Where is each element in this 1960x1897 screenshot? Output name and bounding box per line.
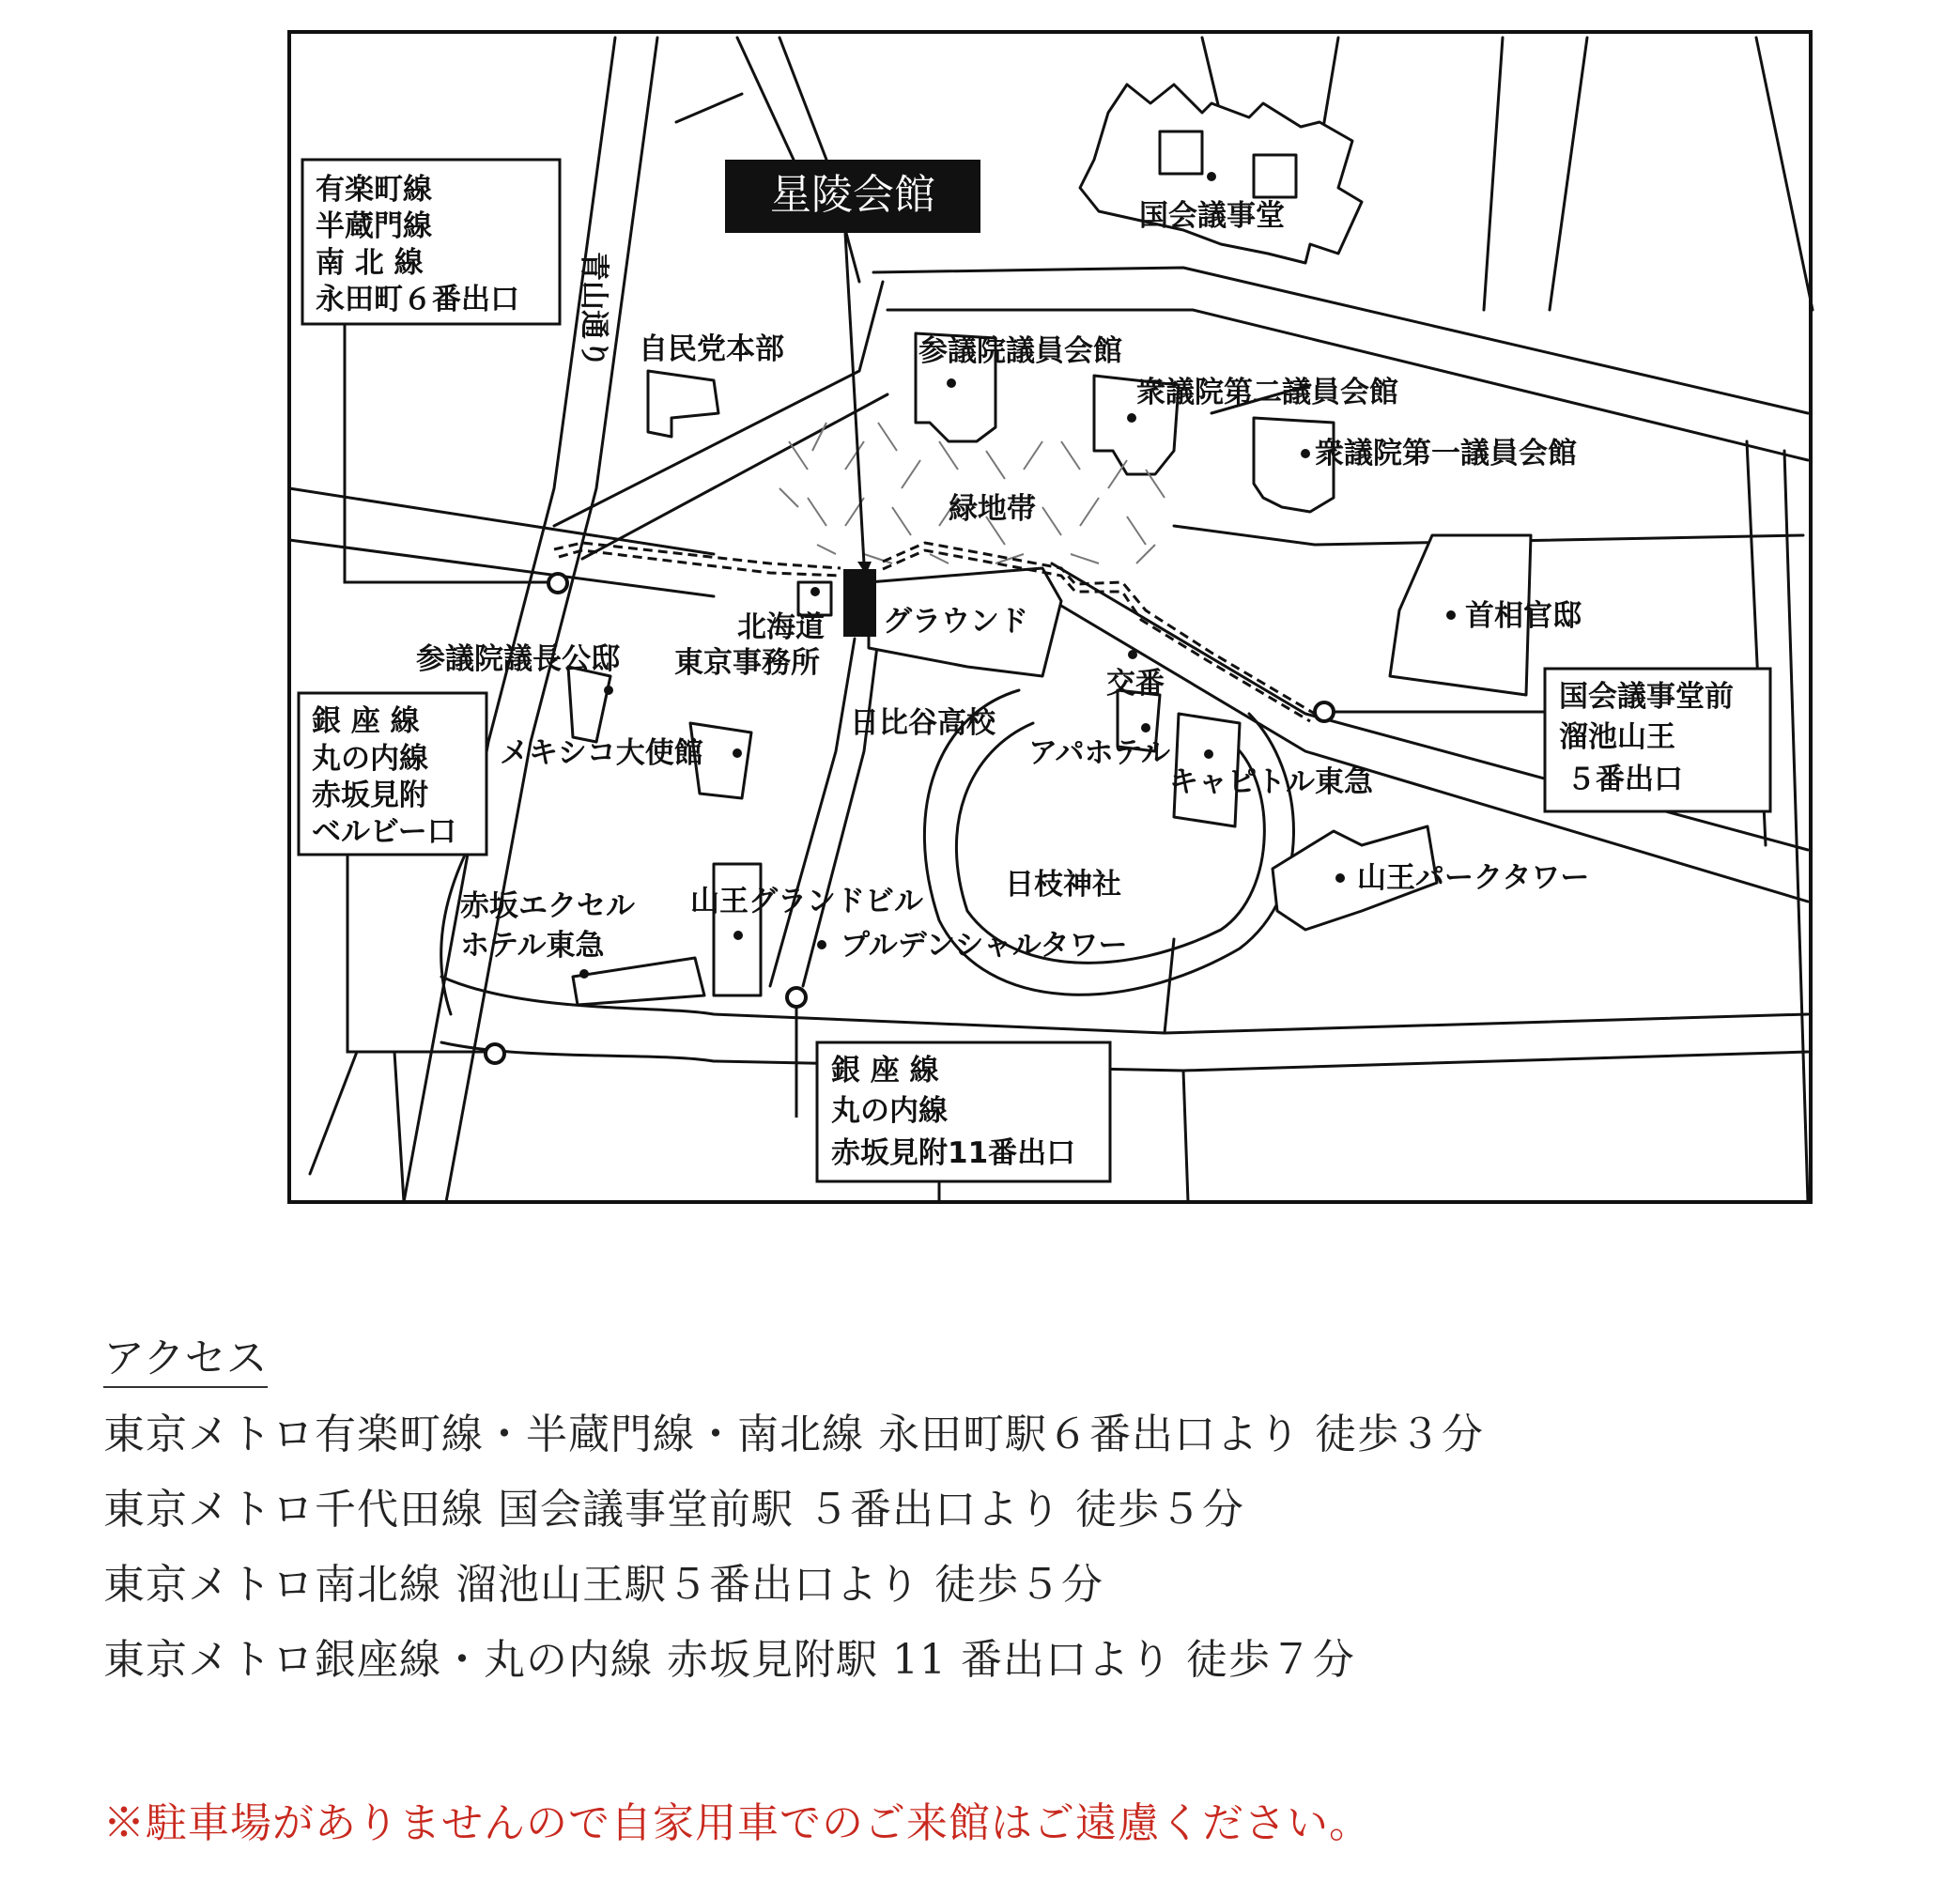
label-ldp: 自民党本部 <box>639 332 784 366</box>
exit-nagatacho-line3: 南 北 線 <box>316 246 424 280</box>
label-excel-2: ホテル東急 <box>460 929 605 963</box>
exit-kokkai-line1: 国会議事堂前 <box>1559 680 1734 714</box>
exit-nagatacho-line1: 有楽町線 <box>316 173 432 207</box>
parking-notice: ※駐車場がありませんので自家用車でのご来館はご遠慮ください。 <box>103 1799 1371 1847</box>
exit-nagatacho-line2: 半蔵門線 <box>316 209 432 243</box>
label-sanno-park: 山王パークタワー <box>1357 861 1590 895</box>
exit-box-kokkai <box>1545 669 1770 811</box>
label-ground: グラウンド <box>883 605 1028 639</box>
access-section <box>103 1324 1888 1698</box>
exit-akasaka11-line3: 赤坂見附11番出口 <box>831 1136 1076 1170</box>
venue-marker <box>843 569 876 637</box>
station-akasaka-exit11 <box>787 988 806 1007</box>
access-line-akasaka: 東京メトロ銀座線・丸の内線 赤坂見附駅 11 番出口より 徒歩７分 <box>103 1636 1355 1684</box>
label-apa: アパホテル <box>1028 736 1170 770</box>
exit-kokkai-line3: ５番出口 <box>1566 763 1683 796</box>
label-capitol: キャピトル東急 <box>1169 765 1373 799</box>
exit-bellevie-line4: ベルビー口 <box>312 815 456 849</box>
label-sanno-grand: 山王グランドビル <box>690 885 923 918</box>
label-koban: 交番 <box>1106 667 1165 701</box>
exit-bellevie-line2: 丸の内線 <box>312 742 428 776</box>
station-kokkai-exit5 <box>1315 702 1334 721</box>
access-line-nagatacho: 東京メトロ有楽町線・半蔵門線・南北線 永田町駅６番出口より 徒歩３分 <box>103 1411 1484 1458</box>
exit-box-belle-vie <box>299 693 486 855</box>
label-hie: 日枝神社 <box>1005 868 1121 902</box>
station-belle-vie <box>486 1044 504 1063</box>
label-mexico: メキシコ大使館 <box>500 736 703 770</box>
venue-label: 星陵会館 <box>770 171 935 219</box>
exit-nagatacho-line4: 永田町６番出口 <box>316 283 519 316</box>
access-line-kokkai: 東京メトロ千代田線 国会議事堂前駅 ５番出口より 徒歩５分 <box>103 1486 1244 1534</box>
label-councillors-office: 参議院議員会館 <box>918 334 1122 368</box>
label-diet: 国会議事堂 <box>1139 199 1285 233</box>
access-heading: アクセス <box>103 1324 268 1388</box>
label-hibiya-hs: 日比谷高校 <box>850 706 995 740</box>
exit-akasaka11-line1: 銀 座 線 <box>831 1054 939 1087</box>
exit-akasaka11-line2: 丸の内線 <box>831 1094 948 1128</box>
label-pm-residence: 首相官邸 <box>1465 599 1582 633</box>
label-councillors-speaker: 参議院議長公邸 <box>416 642 620 676</box>
label-aoyama-dori: 青山通り <box>577 252 610 368</box>
label-green-belt: 緑地帯 <box>949 492 1036 526</box>
exit-box-akasaka11 <box>817 1042 1110 1181</box>
exit-box-nagatacho <box>302 160 560 324</box>
label-hokkaido-1: 北海道 <box>737 610 825 644</box>
exit-bellevie-line3: 赤坂見附 <box>312 779 428 812</box>
label-hokkaido-2: 東京事務所 <box>674 646 820 680</box>
exit-bellevie-line1: 銀 座 線 <box>312 704 420 738</box>
station-nagatacho-exit6 <box>548 574 567 593</box>
access-line-tameike: 東京メトロ南北線 溜池山王駅５番出口より 徒歩５分 <box>103 1561 1103 1609</box>
exit-kokkai-line2: 溜池山王 <box>1559 720 1675 754</box>
label-prudential: プルデンシャルタワー <box>841 929 1128 963</box>
label-excel-1: 赤坂エクセル <box>460 889 635 923</box>
label-reps-first: 衆議院第一議員会館 <box>1315 437 1577 470</box>
label-reps-second: 衆議院第二議員会館 <box>1136 376 1398 409</box>
